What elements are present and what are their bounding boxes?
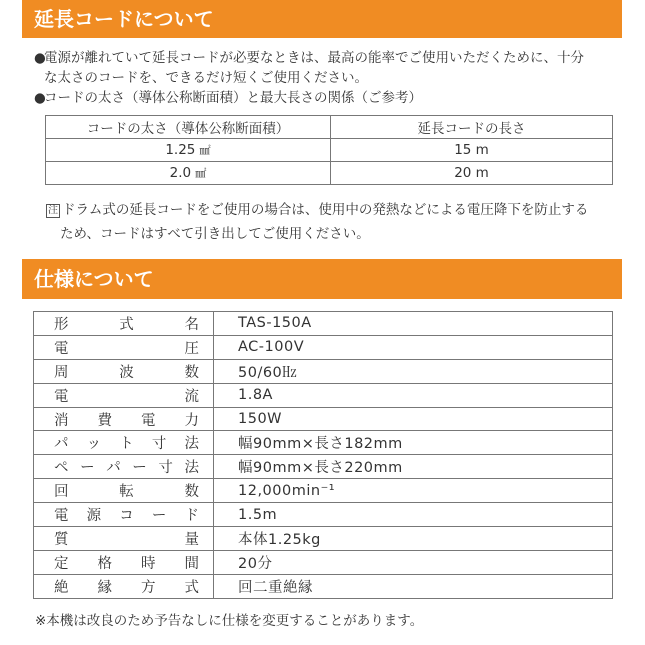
bullet-dot: ● <box>34 50 46 66</box>
spec-label <box>34 431 214 455</box>
spec-label-text: 質 量 <box>54 531 199 548</box>
spec-value: 1.8A <box>214 383 613 407</box>
cord-length-table <box>45 115 613 185</box>
spec-label <box>34 503 214 527</box>
spec-label-text: パ ッ ト 寸 法 <box>54 436 199 453</box>
cell-length: 15 m <box>331 139 613 162</box>
bullet-cord-usage-cont: な太さのコードを、できるだけ短くご使用ください。 <box>44 70 368 86</box>
spec-label <box>34 455 214 479</box>
spec-label <box>34 574 214 598</box>
unit-sq-mm: ㎟ <box>199 144 211 157</box>
cell-thickness <box>46 162 331 185</box>
spec-row <box>34 407 613 431</box>
spec-label <box>34 312 214 336</box>
spec-value: 回二重絶縁 <box>214 574 613 598</box>
table-header-row <box>46 116 613 139</box>
thickness-value: 1.25 <box>165 142 196 158</box>
spec-label-text: 電 圧 <box>54 340 199 357</box>
spec-value: 12,000min⁻¹ <box>214 479 613 503</box>
spec-row <box>34 455 613 479</box>
spec-label <box>34 359 214 383</box>
spec-value: 50/60㎐ <box>214 359 613 383</box>
unit-sq-mm: ㎟ <box>195 167 207 180</box>
spec-footnote: ※本機は改良のため予告なしに仕様を変更することがあります。 <box>35 613 424 629</box>
bullet-text: コードの太さ（導体公称断面積）と最大長さの関係（ご参考） <box>44 90 422 106</box>
spec-value: 1.5m <box>214 503 613 527</box>
spec-row <box>34 479 613 503</box>
spec-label <box>34 383 214 407</box>
spec-label-text: 電 流 <box>54 388 199 405</box>
extension-cord-section-title: 延長コードについて <box>22 0 622 38</box>
table-row <box>46 139 613 162</box>
spec-value: 150W <box>214 407 613 431</box>
spec-label-text: 絶 縁 方 式 <box>54 579 199 596</box>
bullet-cord-usage <box>34 48 584 68</box>
bullet-text: 電源が離れていて延長コードが必要なときは、最高の能率でご使用いただくために、十分 <box>44 50 584 66</box>
spec-label <box>34 550 214 574</box>
table-row <box>46 162 613 185</box>
spec-row <box>34 359 613 383</box>
spec-value: TAS-150A <box>214 312 613 336</box>
cell-length: 20 m <box>331 162 613 185</box>
bullet-dot: ● <box>34 90 46 106</box>
header-thickness: コードの太さ（導体公称断面積） <box>46 116 331 139</box>
spec-value: 本体1.25kg <box>214 527 613 551</box>
note-mark-icon: 注 <box>48 205 58 216</box>
spec-value: AC-100V <box>214 335 613 359</box>
bullet-cord-relation <box>34 88 422 108</box>
spec-row <box>34 527 613 551</box>
spec-label-text: 定 格 時 間 <box>54 555 199 572</box>
spec-row <box>34 383 613 407</box>
spec-value: 幅90mm×長さ220mm <box>214 455 613 479</box>
note-drum-cord-cont: ため、コードはすべて引き出してご使用ください。 <box>60 226 370 242</box>
spec-value: 20分 <box>214 550 613 574</box>
cell-thickness <box>46 139 331 162</box>
spec-label <box>34 335 214 359</box>
spec-label-text: ペ ー パ ー 寸 法 <box>54 460 199 477</box>
header-length: 延長コードの長さ <box>331 116 613 139</box>
spec-section-title: 仕様について <box>22 259 622 299</box>
spec-row <box>34 503 613 527</box>
note-text: ドラム式の延長コードをご使用の場合は、使用中の発熱などによる電圧降下を防止する <box>62 202 589 218</box>
spec-label-text: 周 波 数 <box>54 364 199 381</box>
spec-label <box>34 407 214 431</box>
spec-row <box>34 335 613 359</box>
spec-row <box>34 550 613 574</box>
note-drum-cord <box>46 200 588 220</box>
spec-row <box>34 431 613 455</box>
spec-label-text: 形 式 名 <box>54 316 199 333</box>
spec-label <box>34 479 214 503</box>
spec-row <box>34 574 613 598</box>
thickness-value: 2.0 <box>169 165 192 181</box>
spec-label-text: 電 源 コ ー ド <box>54 508 199 525</box>
spec-label-text: 回 転 数 <box>54 484 199 501</box>
spec-row <box>34 312 613 336</box>
spec-label-text: 消 費 電 力 <box>54 412 199 429</box>
spec-value: 幅90mm×長さ182mm <box>214 431 613 455</box>
spec-label <box>34 527 214 551</box>
spec-table <box>33 311 613 599</box>
